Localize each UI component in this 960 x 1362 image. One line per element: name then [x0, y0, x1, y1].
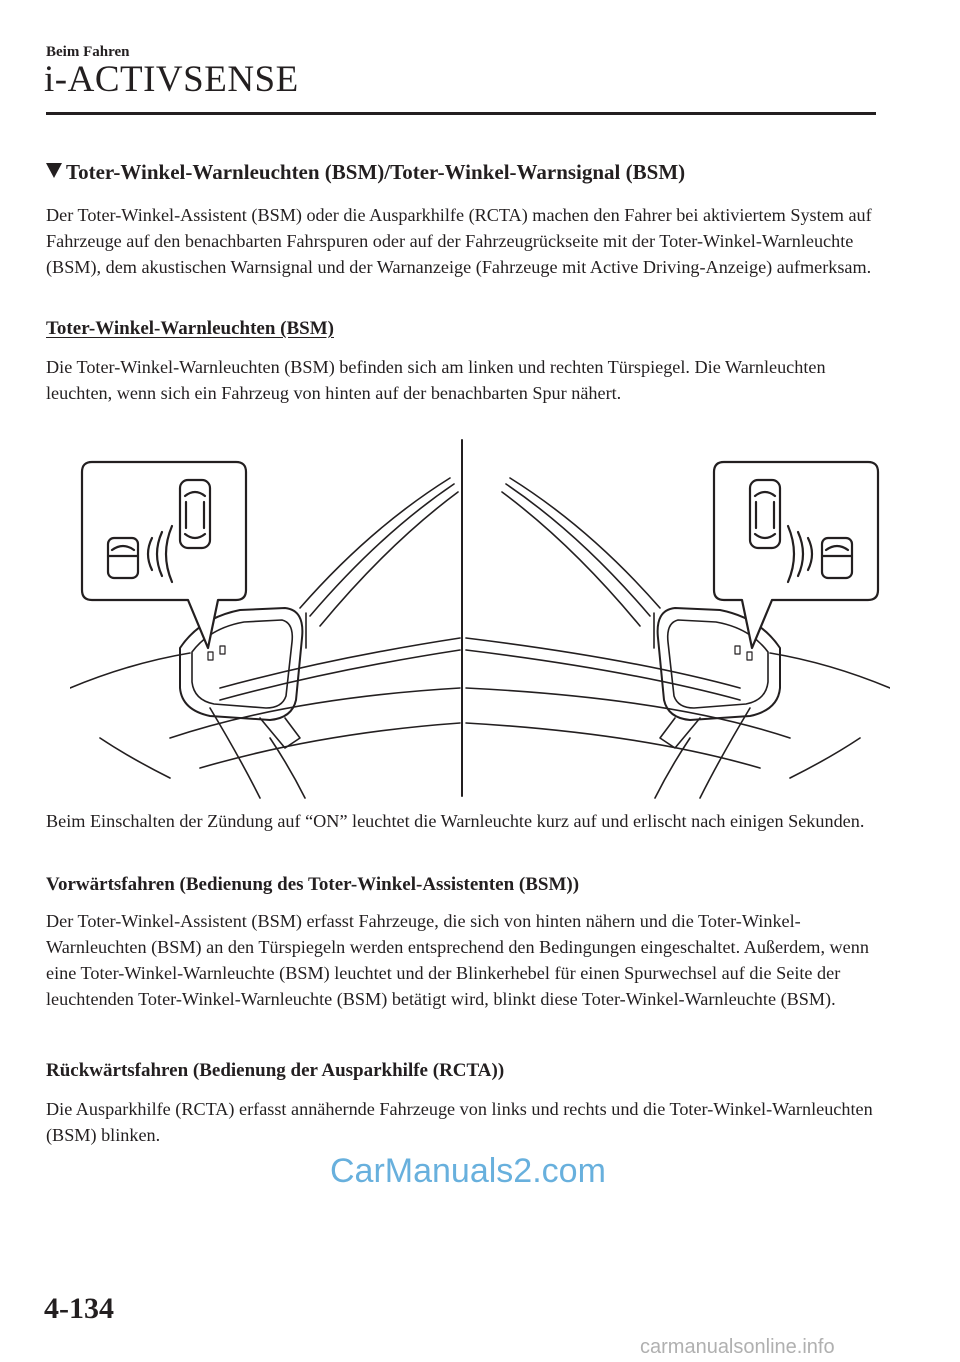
- page-number: 4-134: [44, 1292, 114, 1325]
- intro-paragraph: Der Toter-Winkel-Assistent (BSM) oder die Ausparkhilfe (RCTA) machen den Fahrer bei aktiviertem System auf Fahrzeuge auf den benachbarten Fahrspuren oder auf der Fahrzeugrückseite mit der Toter-Winkel-Warnleuchte (BSM), dem akustischen Warnsignal und der Warnanzeige (Fahrzeuge mit Active Driving-Anzeige) aufmerksam.: [46, 205, 872, 277]
- bsm-lights-paragraph: Die Toter-Winkel-Warnleuchten (BSM) befinden sich am linken und rechten Türspiegel. Die Warnleuchten leuchten, wenn sich ein Fahrzeug von hinten auf der benachbarten Spur nähert.: [46, 357, 826, 403]
- section-title: i-ACTIVSENSE: [44, 59, 299, 100]
- main-heading: [46, 160, 685, 185]
- forward-paragraph: Der Toter-Winkel-Assistent (BSM) erfasst Fahrzeuge, die sich von hinten nähern und die Toter-Winkel-Warnleuchten (BSM) an den Türspiegeln werden entsprechend den Bedingungen eingeschaltet. Außerdem, wenn eine Toter-Winkel-Warnleuchte (BSM) leuchtet und der Blinkerhebel für einen Spurwechsel auf die Seite der leuchtenden Toter-Winkel-Warnleuchte (BSM) betätigt wird, blinkt diese Toter-Winkel-Warnleuchte (BSM).: [46, 911, 869, 1009]
- ignition-paragraph: Beim Einschalten der Zündung auf “ON” leuchtet die Warnleuchte kurz auf und erlischt nach einigen Sekunden.: [46, 811, 865, 831]
- subheading-forward: Vorwärtsfahren (Bedienung des Toter-Winkel-Assistenten (BSM)): [46, 874, 580, 895]
- subheading-bsm-lights: Toter-Winkel-Warnleuchten (BSM): [46, 318, 334, 339]
- door-mirror-illustration: [70, 438, 890, 800]
- header-rule: [46, 112, 876, 115]
- triangle-marker-icon: [46, 163, 62, 178]
- chapter-label: Beim Fahren: [46, 44, 130, 60]
- subheading-reverse: Rückwärtsfahren (Bedienung der Ausparkhilfe (RCTA)): [46, 1060, 505, 1081]
- main-heading-text: Toter-Winkel-Warnleuchten (BSM)/Toter-Winkel-Warnsignal (BSM): [66, 160, 686, 184]
- reverse-paragraph: Die Ausparkhilfe (RCTA) erfasst annähernde Fahrzeuge von links und rechts und die Toter-Winkel-Warnleuchten (BSM) blinken.: [46, 1099, 873, 1145]
- footer-site: carmanualsonline.info: [640, 1336, 835, 1358]
- watermark: CarManuals2.com: [330, 1152, 606, 1190]
